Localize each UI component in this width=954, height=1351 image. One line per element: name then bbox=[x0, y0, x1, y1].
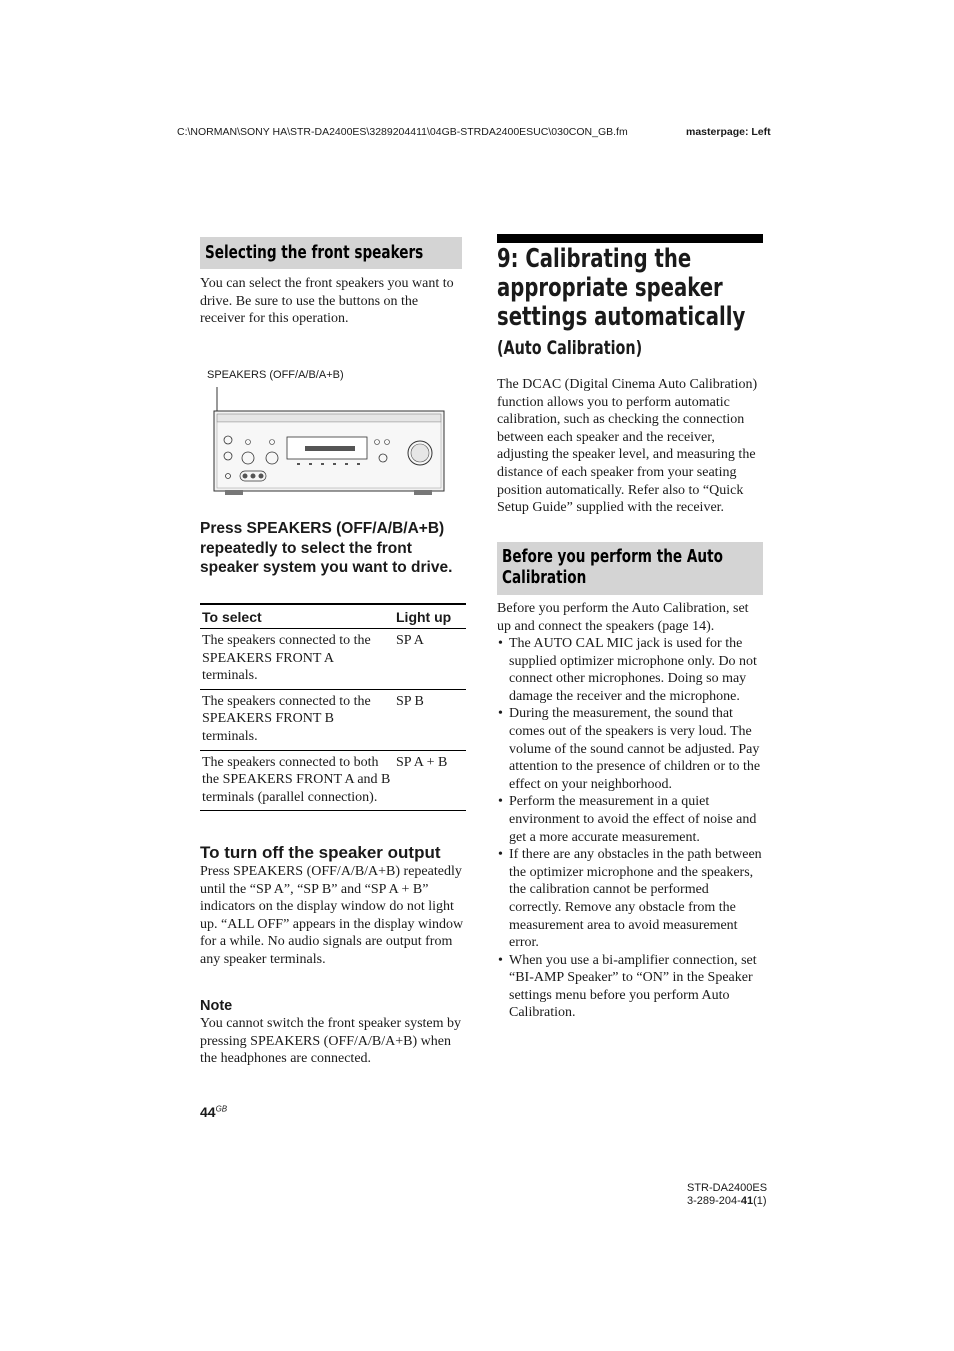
chapter-title-line: 9: Calibrating the bbox=[497, 244, 692, 274]
table-row bbox=[200, 689, 466, 750]
table-row bbox=[200, 629, 466, 690]
part-code-bold: 41 bbox=[740, 1195, 754, 1207]
file-path: C:\NORMAN\SONY HA\STR-DA2400ES\3289204411\04GB-STRDA2400ESUC\030CON_GB.fm bbox=[177, 126, 628, 138]
receiver-front-panel-illustration bbox=[205, 382, 447, 498]
column-header-select: To select bbox=[200, 604, 394, 629]
precautions-list bbox=[497, 635, 763, 1022]
list-item: • The AUTO CAL MIC jack is used for the supplied optimizer microphone only. Do not connect other microphones. Doing so may damage the receiver and the microphone. bbox=[497, 635, 763, 705]
column-header-light: Light up bbox=[394, 604, 466, 629]
model-number: STR-DA2400ES bbox=[687, 1182, 768, 1194]
part-code-suffix: (1) bbox=[753, 1195, 767, 1207]
before-paragraph: Before you perform the Auto Calibration, set up and connect the speakers (page 14). bbox=[497, 601, 749, 634]
page-number-suffix: GB bbox=[215, 1104, 228, 1114]
dcac-paragraph: The DCAC (Digital Cinema Auto Calibration) function allows you to perform automatic calibration, such as checking the connection between each speaker and the receiver, adjusting the speaker level, and measuring the distance of each speaker from your seating position automatically. Refer also to “Quick Setup Guide” supplied with the receiver. bbox=[497, 377, 758, 516]
section-heading-text: Before you perform the Auto Calibration bbox=[502, 546, 723, 588]
note-heading: Note bbox=[200, 998, 233, 1014]
chapter-title-line: settings automatically bbox=[497, 302, 746, 332]
table-cell-light: SP B bbox=[394, 689, 466, 750]
masterpage-label: masterpage: Left bbox=[686, 126, 771, 138]
part-code bbox=[687, 1195, 767, 1208]
list-item: • If there are any obstacles in the path between the optimizer microphone and the speakers, the calibration cannot be performed correctly. Remove any obstacle from the measurement area to avoid measurement error. bbox=[497, 846, 763, 952]
intro-paragraph: You can select the front speakers you want to drive. Be sure to use the buttons on the receiver for this operation. bbox=[200, 276, 454, 327]
subheading-turn-off: To turn off the speaker output bbox=[200, 843, 441, 862]
section-heading-front-speakers bbox=[200, 237, 462, 269]
list-item: • When you use a bi-amplifier connection, set “BI-AMP Speaker” to “ON” in the Speaker settings menu before you perform Auto Calibration. bbox=[497, 952, 763, 1022]
chapter-title bbox=[497, 245, 767, 332]
section-heading-text: Selecting the front speakers bbox=[205, 242, 424, 263]
list-item: • During the measurement, the sound that comes out of the speakers is very loud. The volume of the sound cannot be adjusted. Pay attention to the presence of children or to the effect on your neighborhood. bbox=[497, 705, 763, 793]
note-paragraph: You cannot switch the front speaker system by pressing SPEAKERS (OFF/A/B/A+B) when the headphones are connected. bbox=[200, 1016, 462, 1067]
speaker-select-table bbox=[200, 603, 466, 811]
table-row bbox=[200, 750, 466, 811]
figure-callout-label: SPEAKERS (OFF/A/B/A+B) bbox=[207, 369, 344, 381]
table-cell-light: SP A bbox=[394, 629, 466, 690]
section-heading-before-calibration bbox=[497, 542, 763, 595]
table-header-row bbox=[200, 604, 466, 629]
list-item: • Perform the measurement in a quiet environment to avoid the effect of noise and get a more accurate measurement. bbox=[497, 793, 763, 846]
table-cell-light: SP A + B bbox=[394, 750, 466, 811]
instruction-step: Press SPEAKERS (OFF/A/B/A+B) repeatedly to select the front speaker system you want to drive. bbox=[200, 520, 453, 576]
chapter-title-line: appropriate speaker bbox=[497, 273, 723, 303]
table-cell-select: The speakers connected to the SPEAKERS FRONT A terminals. bbox=[200, 629, 394, 690]
part-code-prefix: 3-289-204- bbox=[687, 1195, 741, 1207]
page-number bbox=[200, 1104, 227, 1120]
table-cell-select: The speakers connected to the SPEAKERS FRONT B terminals. bbox=[200, 689, 394, 750]
model-info bbox=[687, 1182, 767, 1208]
chapter-rule bbox=[497, 234, 763, 243]
page-number-value: 44 bbox=[200, 1104, 216, 1120]
table-cell-select: The speakers connected to both the SPEAKERS FRONT A and B terminals (parallel connection). bbox=[200, 750, 394, 811]
turn-off-paragraph: Press SPEAKERS (OFF/A/B/A+B) repeatedly until the “SP A”, “SP B” and “SP A + B” indicators on the display window do not light up. “ALL OFF” appears in the display window for a while. No audio signals are output from any speaker terminals. bbox=[200, 864, 464, 967]
chapter-subtitle: (Auto Calibration) bbox=[497, 337, 643, 359]
